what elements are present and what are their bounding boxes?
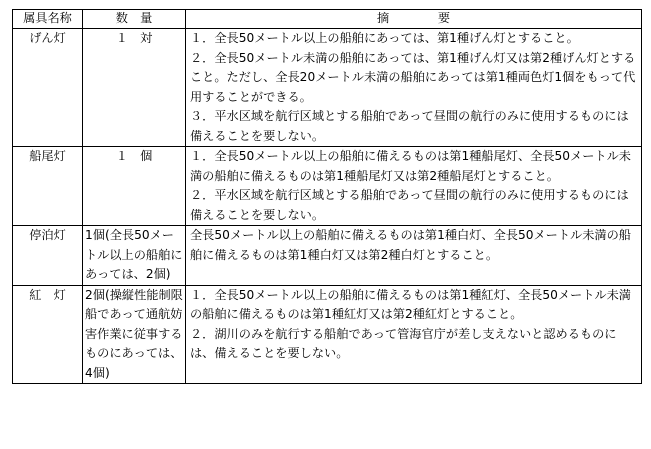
- item-name: 船尾灯: [13, 147, 83, 226]
- header-row: [13, 10, 642, 29]
- header-remarks: 摘 要: [186, 10, 642, 29]
- item-quantity: １ 対: [83, 29, 186, 147]
- remark-line: ２．全長50メートル未満の船舶にあっては、第1種げん灯又は第2種げん灯とすること。ただし、全長20メートル未満の船舶にあっては第1種両色灯1個をもって代用することができる。: [190, 50, 636, 104]
- remark-line: １．全長50メートル以上の船舶にあっては、第1種げん灯とすること。: [190, 31, 579, 45]
- header-quantity: 数 量: [83, 10, 186, 29]
- remark-line: ３．平水区域を航行区域とする船舶であって昼間の航行のみに使用するものには備えることを要しない。: [190, 109, 629, 143]
- remark-line: ２．湖川のみを航行する船舶であって管海官庁が差し支えないと認めるものには、備えることを要しない。: [190, 326, 617, 360]
- item-name: 停泊灯: [13, 226, 83, 286]
- item-remarks: [186, 147, 642, 226]
- item-remarks: [186, 285, 642, 384]
- item-remarks: [186, 226, 642, 286]
- item-quantity: １ 個: [83, 147, 186, 226]
- item-name: げん灯: [13, 29, 83, 147]
- table-row: [13, 29, 642, 147]
- remark-line: １．全長50メートル以上の船舶に備えるものは第1種船尾灯、全長50メートル未満の船舶に備えるものは第1種船尾灯又は第2種船尾灯とすること。: [190, 149, 631, 183]
- header-item-name: 属具名称: [13, 10, 83, 29]
- item-name: 紅 灯: [13, 285, 83, 384]
- remark-line: ２．平水区域を航行区域とする船舶であって昼間の航行のみに使用するものには備えることを要しない。: [190, 188, 629, 222]
- table-row: [13, 147, 642, 226]
- remark-line: 全長50メートル以上の船舶に備えるものは第1種白灯、全長50メートル未満の船舶に備えるものは第1種白灯又は第2種白灯とすること。: [190, 228, 631, 262]
- item-quantity: 1個(全長50メートル以上の船舶にあっては、2個): [83, 226, 186, 286]
- remark-line: １．全長50メートル以上の船舶に備えるものは第1種紅灯、全長50メートル未満の船舶に備えるものは第1種紅灯又は第2種紅灯とすること。: [190, 287, 631, 321]
- table-row: [13, 226, 642, 286]
- equipment-table: [12, 9, 642, 384]
- item-remarks: [186, 29, 642, 147]
- table-row: [13, 285, 642, 384]
- item-quantity: 2個(操縦性能制限船であって通航妨害作業に従事するものにあっては、4個): [83, 285, 186, 384]
